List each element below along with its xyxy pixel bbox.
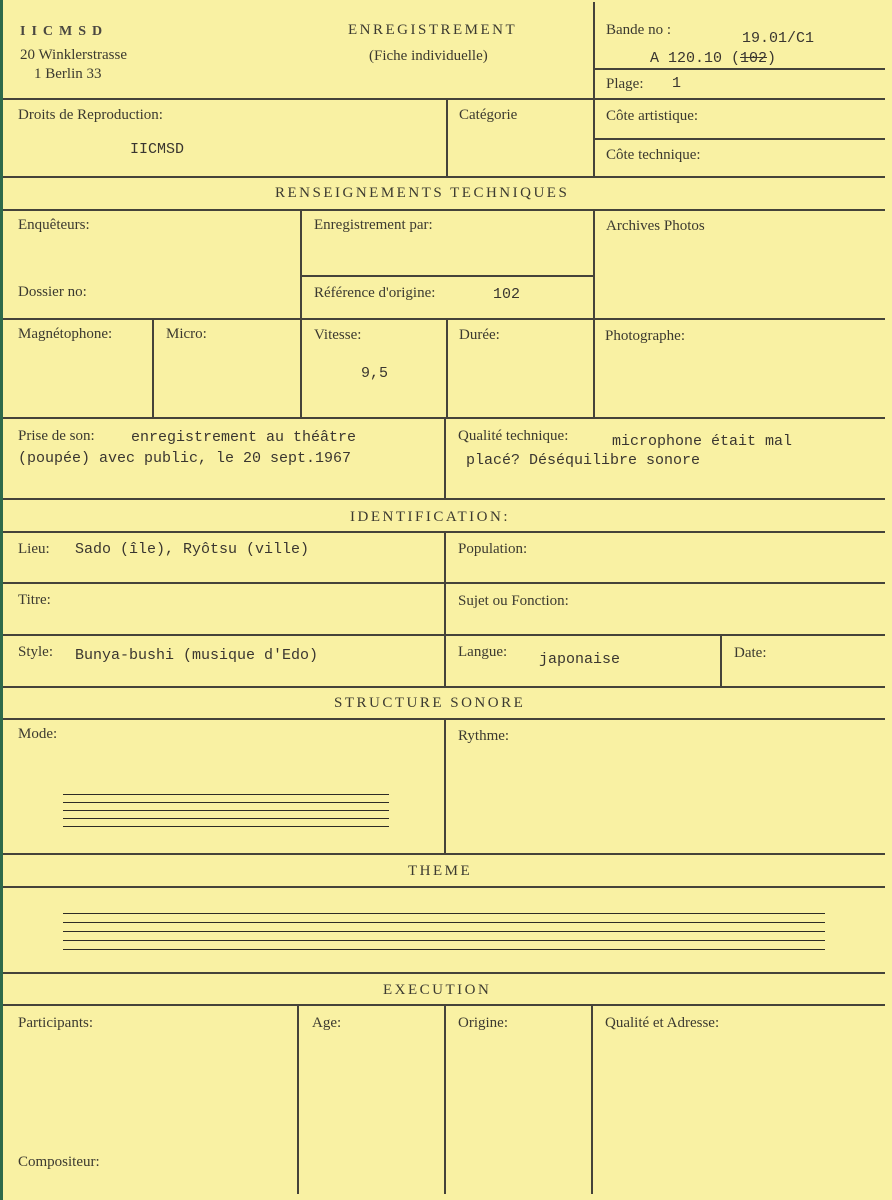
vitesse-value: 9,5 [361, 365, 389, 382]
duree-label: Durée: [459, 327, 500, 343]
rule [593, 68, 885, 70]
rule [152, 318, 154, 417]
qualite-value-1: microphone était mal [612, 433, 793, 450]
staff-line [63, 913, 825, 914]
card-left-edge [0, 0, 3, 1200]
rule [300, 209, 302, 417]
plage-value: 1 [672, 75, 682, 92]
sujet-label: Sujet ou Fonction: [458, 593, 569, 609]
rule [593, 209, 595, 417]
bande-label: Bande no : [606, 22, 671, 38]
rule [3, 318, 885, 320]
form-subtitle: (Fiche individuelle) [369, 48, 488, 64]
qualite-technique-label: Qualité technique: [458, 428, 569, 444]
rule [297, 1004, 299, 1194]
rule [446, 98, 448, 176]
rule [3, 886, 885, 888]
vitesse-label: Vitesse: [314, 327, 362, 343]
bande-value-2 [650, 50, 776, 67]
enqueteurs-label: Enquêteurs: [18, 217, 90, 233]
form-title: ENREGISTREMENT [348, 22, 518, 38]
rule [720, 634, 722, 686]
bande-value-2-prefix: A 120.10 ( [650, 50, 741, 67]
rule [3, 176, 885, 178]
lieu-label: Lieu: [18, 541, 50, 557]
titre-label: Titre: [18, 592, 51, 608]
plage-label: Plage: [606, 76, 644, 92]
style-value: Bunya-bushi (musique d'Edo) [75, 647, 319, 664]
cote-technique-label: Côte technique: [606, 147, 701, 163]
section-title-structure: STRUCTURE SONORE [334, 695, 526, 711]
rule [3, 972, 885, 974]
dossier-label: Dossier no: [18, 284, 87, 300]
rule [3, 853, 885, 855]
rule [3, 686, 885, 688]
rule [593, 138, 885, 140]
staff-line [63, 940, 825, 941]
rule [300, 275, 593, 277]
langue-value: japonaise [539, 651, 621, 668]
rule [593, 2, 595, 176]
staff-line [63, 794, 389, 795]
rule [3, 498, 885, 500]
qualite-adresse-label: Qualité et Adresse: [605, 1015, 720, 1031]
bande-value: 19.01/C1 [742, 30, 815, 47]
rule [591, 1004, 593, 1194]
origine-label: Origine: [458, 1015, 508, 1031]
age-label: Age: [312, 1015, 342, 1031]
photographe-label: Photographe: [605, 328, 685, 344]
rule [444, 718, 446, 853]
section-title-identification: IDENTIFICATION: [350, 509, 510, 525]
droits-value: IICMSD [130, 141, 185, 158]
enregistrement-par-label: Enregistrement par: [314, 217, 433, 233]
rythme-label: Rythme: [458, 728, 510, 744]
staff-line [63, 810, 389, 811]
qualite-value-2: placé? Déséquilibre sonore [466, 452, 701, 469]
staff-line [63, 949, 825, 950]
lieu-value: Sado (île), Ryôtsu (ville) [75, 541, 310, 558]
bande-value-2-struck: 102 [740, 50, 768, 67]
prise-value-1: enregistrement au théâtre [131, 429, 357, 446]
bande-value-2-suffix: ) [767, 50, 777, 67]
micro-label: Micro: [166, 326, 207, 342]
staff-line [63, 818, 389, 819]
address-line-1: 20 Winklerstrasse [20, 47, 128, 63]
prise-label: Prise de son: [18, 428, 95, 444]
mode-label: Mode: [18, 726, 58, 742]
rule [3, 98, 885, 100]
archives-photos-label: Archives Photos [606, 218, 705, 234]
rule [444, 531, 446, 686]
rule [3, 209, 885, 211]
droits-label: Droits de Reproduction: [18, 107, 163, 123]
rule [444, 1004, 446, 1194]
population-label: Population: [458, 541, 528, 557]
participants-label: Participants: [18, 1015, 93, 1031]
date-label: Date: [734, 645, 767, 661]
style-label: Style: [18, 644, 54, 660]
section-title-technique: RENSEIGNEMENTS TECHNIQUES [275, 185, 570, 201]
staff-line [63, 826, 389, 827]
address-line-2: 1 Berlin 33 [34, 66, 102, 82]
staff-line [63, 922, 825, 923]
cote-artistique-label: Côte artistique: [606, 108, 699, 124]
prise-value-2: (poupée) avec public, le 20 sept.1967 [18, 450, 352, 467]
rule [446, 318, 448, 417]
langue-label: Langue: [458, 644, 508, 660]
magnetophone-label: Magnétophone: [18, 326, 113, 342]
rule [444, 417, 446, 498]
staff-line [63, 931, 825, 932]
section-title-execution: EXECUTION [383, 982, 492, 998]
categorie-label: Catégorie [459, 107, 518, 123]
section-title-theme: THEME [408, 863, 473, 879]
staff-line [63, 802, 389, 803]
compositeur-label: Compositeur: [18, 1154, 100, 1170]
org-name: IICMSD [20, 24, 109, 39]
reference-label: Référence d'origine: [314, 285, 436, 301]
reference-value: 102 [493, 286, 521, 303]
